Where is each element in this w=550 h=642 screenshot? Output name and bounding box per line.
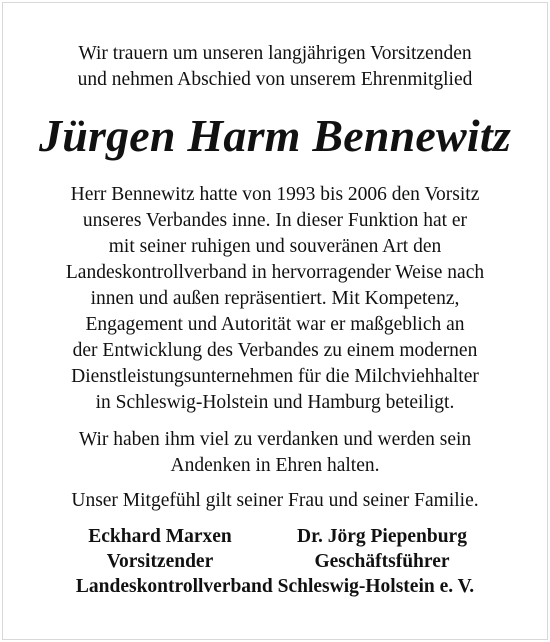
body-line-2: unseres Verbandes inne. In dieser Funktion hat er	[82, 210, 468, 231]
body-line-3: mit seiner ruhigen und souveränen Art den	[108, 236, 442, 257]
body-line-7: der Entwicklung des Verbandes zu einem modernen	[72, 340, 478, 361]
body-line-9: in Schleswig-Holstein und Hamburg beteiligt.	[95, 392, 455, 413]
body-line-8: Dienstleistungsunternehmen für die Milchviehhalter	[71, 366, 479, 387]
signatory-1-name: Eckhard Marxen	[88, 526, 232, 547]
body-line-4: Landeskontrollverband in hervorragender Weise nach	[65, 262, 485, 283]
organization-name: Landeskontrollverband Schleswig-Holstein e. V.	[75, 576, 475, 597]
gratitude-line-2: Andenken in Ehren halten.	[170, 455, 380, 476]
deceased-name: Jürgen Harm Bennewitz	[39, 110, 511, 161]
body-line-5: innen und außen repräsentiert. Mit Kompetenz,	[90, 288, 460, 309]
signatory-1-role: Vorsitzender	[106, 551, 214, 572]
body-line-1: Herr Bennewitz hatte von 1993 bis 2006 den Vorsitz	[70, 184, 480, 205]
body-line-6: Engagement und Autorität war er maßgeblich an	[85, 314, 465, 335]
condolence-line: Unser Mitgefühl gilt seiner Frau und seiner Familie.	[71, 490, 479, 511]
intro-line-2: und nehmen Abschied von unserem Ehrenmitglied	[77, 69, 473, 90]
gratitude-line-1: Wir haben ihm viel zu verdanken und werden sein	[78, 429, 472, 450]
intro-line-1: Wir trauern um unseren langjährigen Vorsitzenden	[78, 43, 472, 64]
signatory-2-role: Geschäftsführer	[314, 551, 450, 572]
signatory-2-name: Dr. Jörg Piepenburg	[297, 526, 467, 547]
